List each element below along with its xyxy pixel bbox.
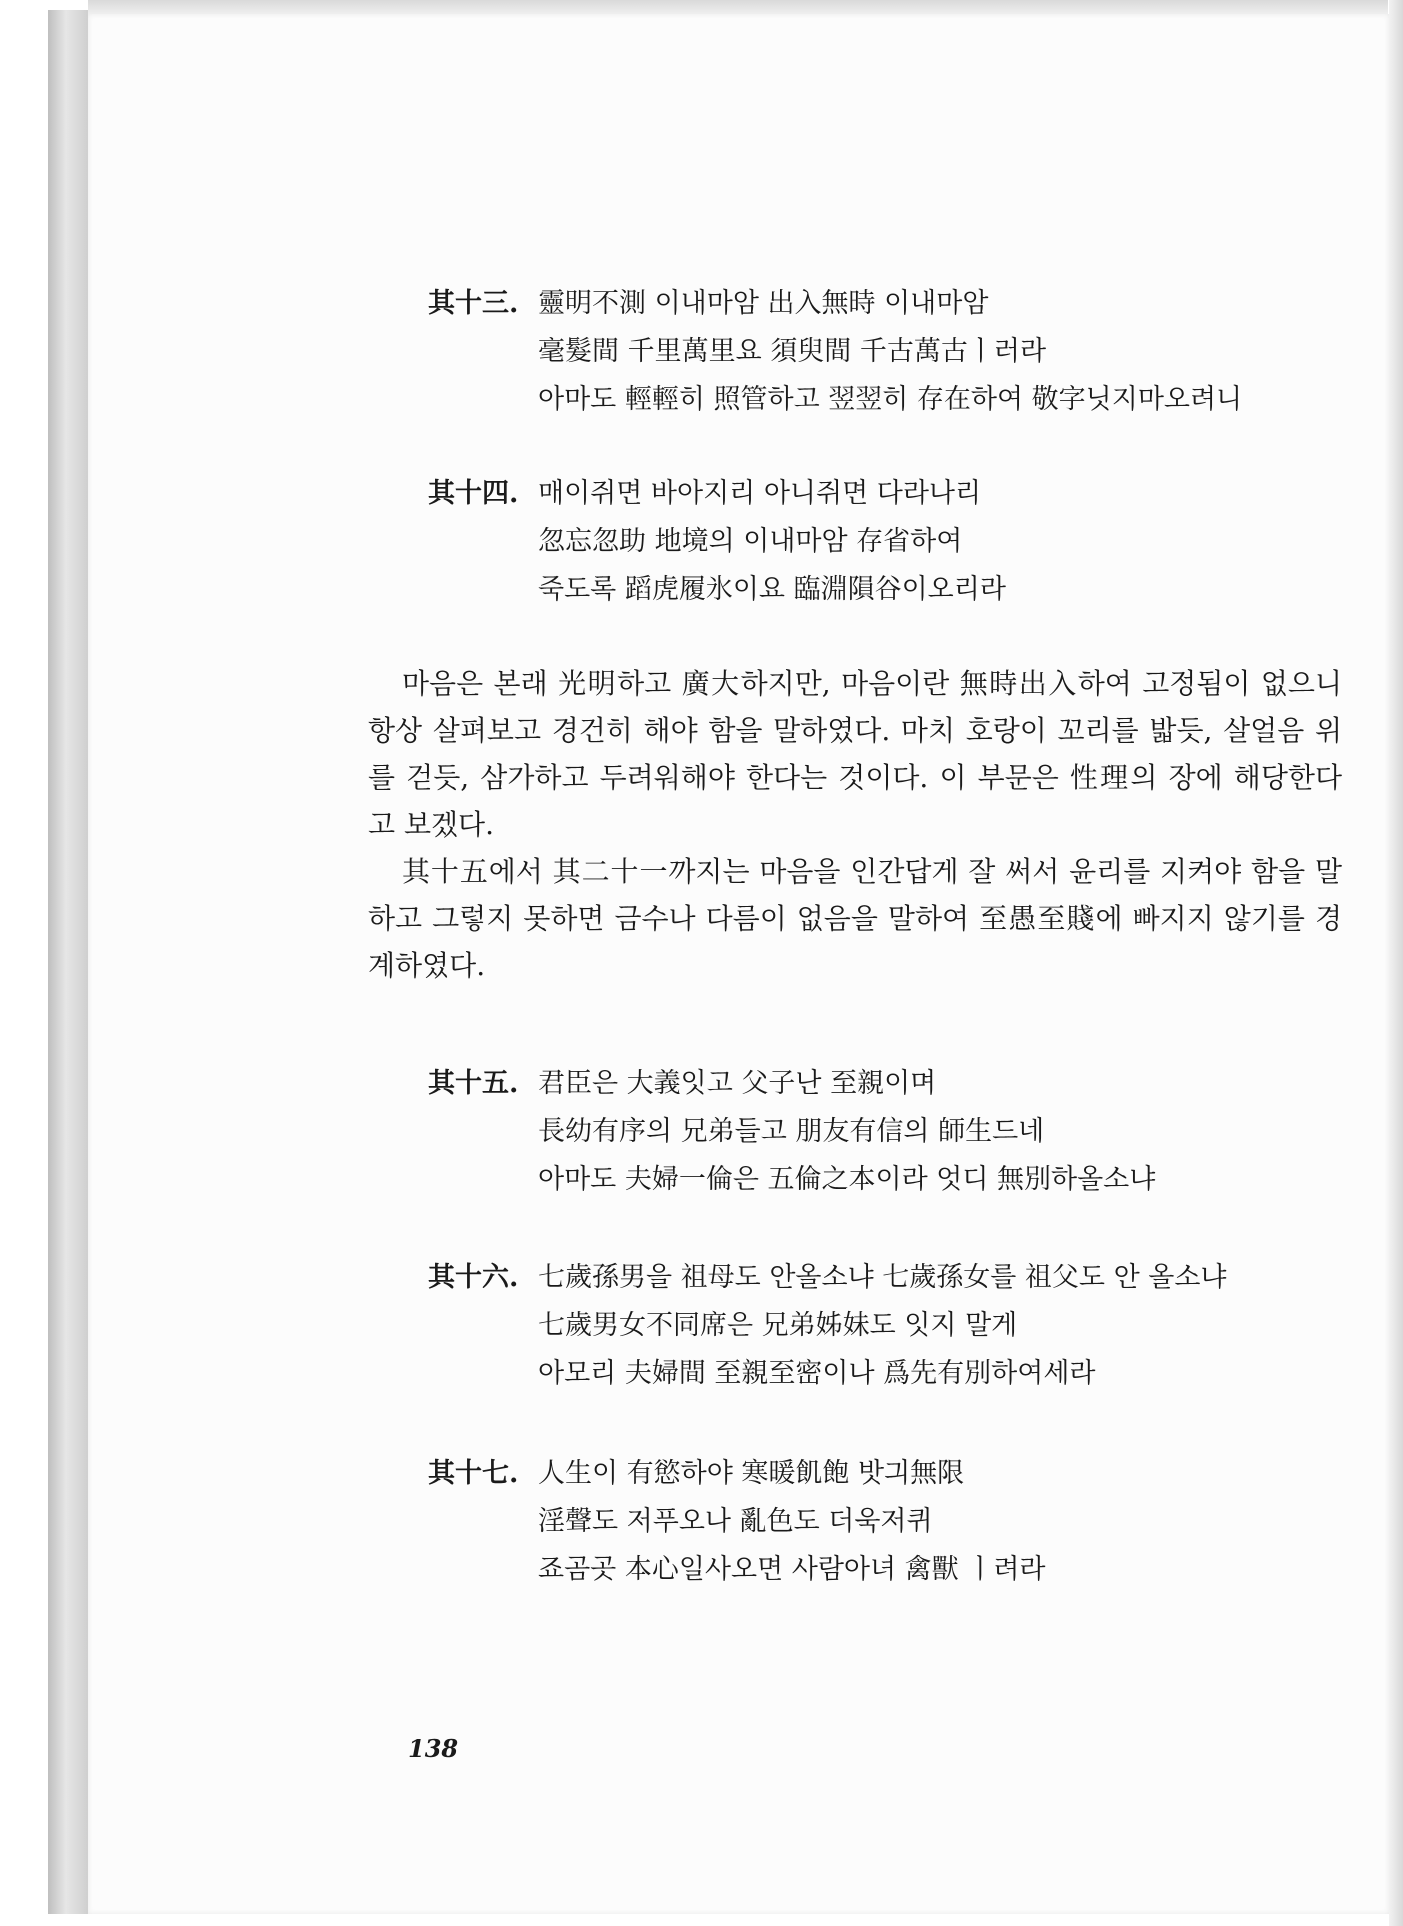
- poem-line: 매이쥐면 바아지리 아니쥐면 다라나리: [538, 478, 982, 509]
- page-edge-top: [88, 0, 1388, 14]
- poem-number: 其十四.: [428, 478, 519, 509]
- poem-number: 其十七.: [428, 1458, 519, 1489]
- poem-number: 其十三.: [428, 288, 519, 319]
- commentary-paragraph: 마음은 본래 光明하고 廣大하지만, 마음이란 無時出入하여 고정됨이 없으니 항상 살펴보고 경건히 해야 함을 말하였다. 마치 호랑이 꼬리를 밟듯, 살얼음 위를 걷듯, 삼가하고 두려워해야 한다는 것이다. 이 부문은 性理의 장에 해당한다고 보겠다.: [368, 667, 1342, 841]
- poem-line: 忽忘忽助 地境의 이내마암 存省하여: [538, 526, 963, 557]
- commentary-paragraph: 其十五에서 其二十一까지는 마음을 인간답게 잘 써서 윤리를 지켜야 함을 말하고 그렇지 못하면 금수나 다름이 없음을 말하여 至愚至賤에 빠지지 않기를 경계하였다.: [368, 855, 1342, 982]
- poem-line: 아마도 夫婦一倫은 五倫之本이라 엇디 無別하올소냐: [538, 1164, 1156, 1195]
- poem-line: 人生이 有慾하야 寒暖飢飽 밧긔無限: [538, 1458, 965, 1489]
- page-edge-left: [48, 10, 88, 1914]
- poem-line: 아마도 輕輕히 照管하고 翌翌히 存在하여 敬字닛지마오려니: [538, 384, 1243, 415]
- poem-line: 七歲男女不同席은 兄弟姊妹도 잇지 말게: [538, 1310, 1018, 1341]
- poem-number: 其十六.: [428, 1262, 519, 1293]
- poem-number: 其十五.: [428, 1068, 519, 1099]
- book-page: [88, 14, 1389, 1914]
- page-number: 138: [408, 1734, 459, 1763]
- commentary: [368, 660, 1342, 989]
- poem-line: 죠곰곳 本心일사오면 사람아녀 禽獸 ㅣ려라: [538, 1554, 1046, 1585]
- poem-line: 七歲孫男을 祖母도 안올소냐 七歲孫女를 祖父도 안 올소냐: [538, 1262, 1227, 1293]
- poem-line: 毫髮間 千里萬里요 須臾間 千古萬古ㅣ러라: [538, 336, 1047, 367]
- poem-line: 淫聲도 저푸오나 亂色도 더욱저퀴: [538, 1506, 933, 1537]
- poem-line: 아모리 夫婦間 至親至密이나 爲先有別하여세라: [538, 1358, 1096, 1389]
- poem-line: 長幼有序의 兄弟들고 朋友有信의 師生드네: [538, 1116, 1045, 1147]
- poem-line: 죽도록 蹈虎履氷이요 臨淵隕谷이오리라: [538, 574, 1006, 605]
- poem-line: 靈明不測 이내마암 出入無時 이내마암: [538, 288, 989, 319]
- page-edge-right: [1389, 0, 1403, 1926]
- poem-line: 君臣은 大義잇고 父子난 至親이며: [538, 1068, 937, 1099]
